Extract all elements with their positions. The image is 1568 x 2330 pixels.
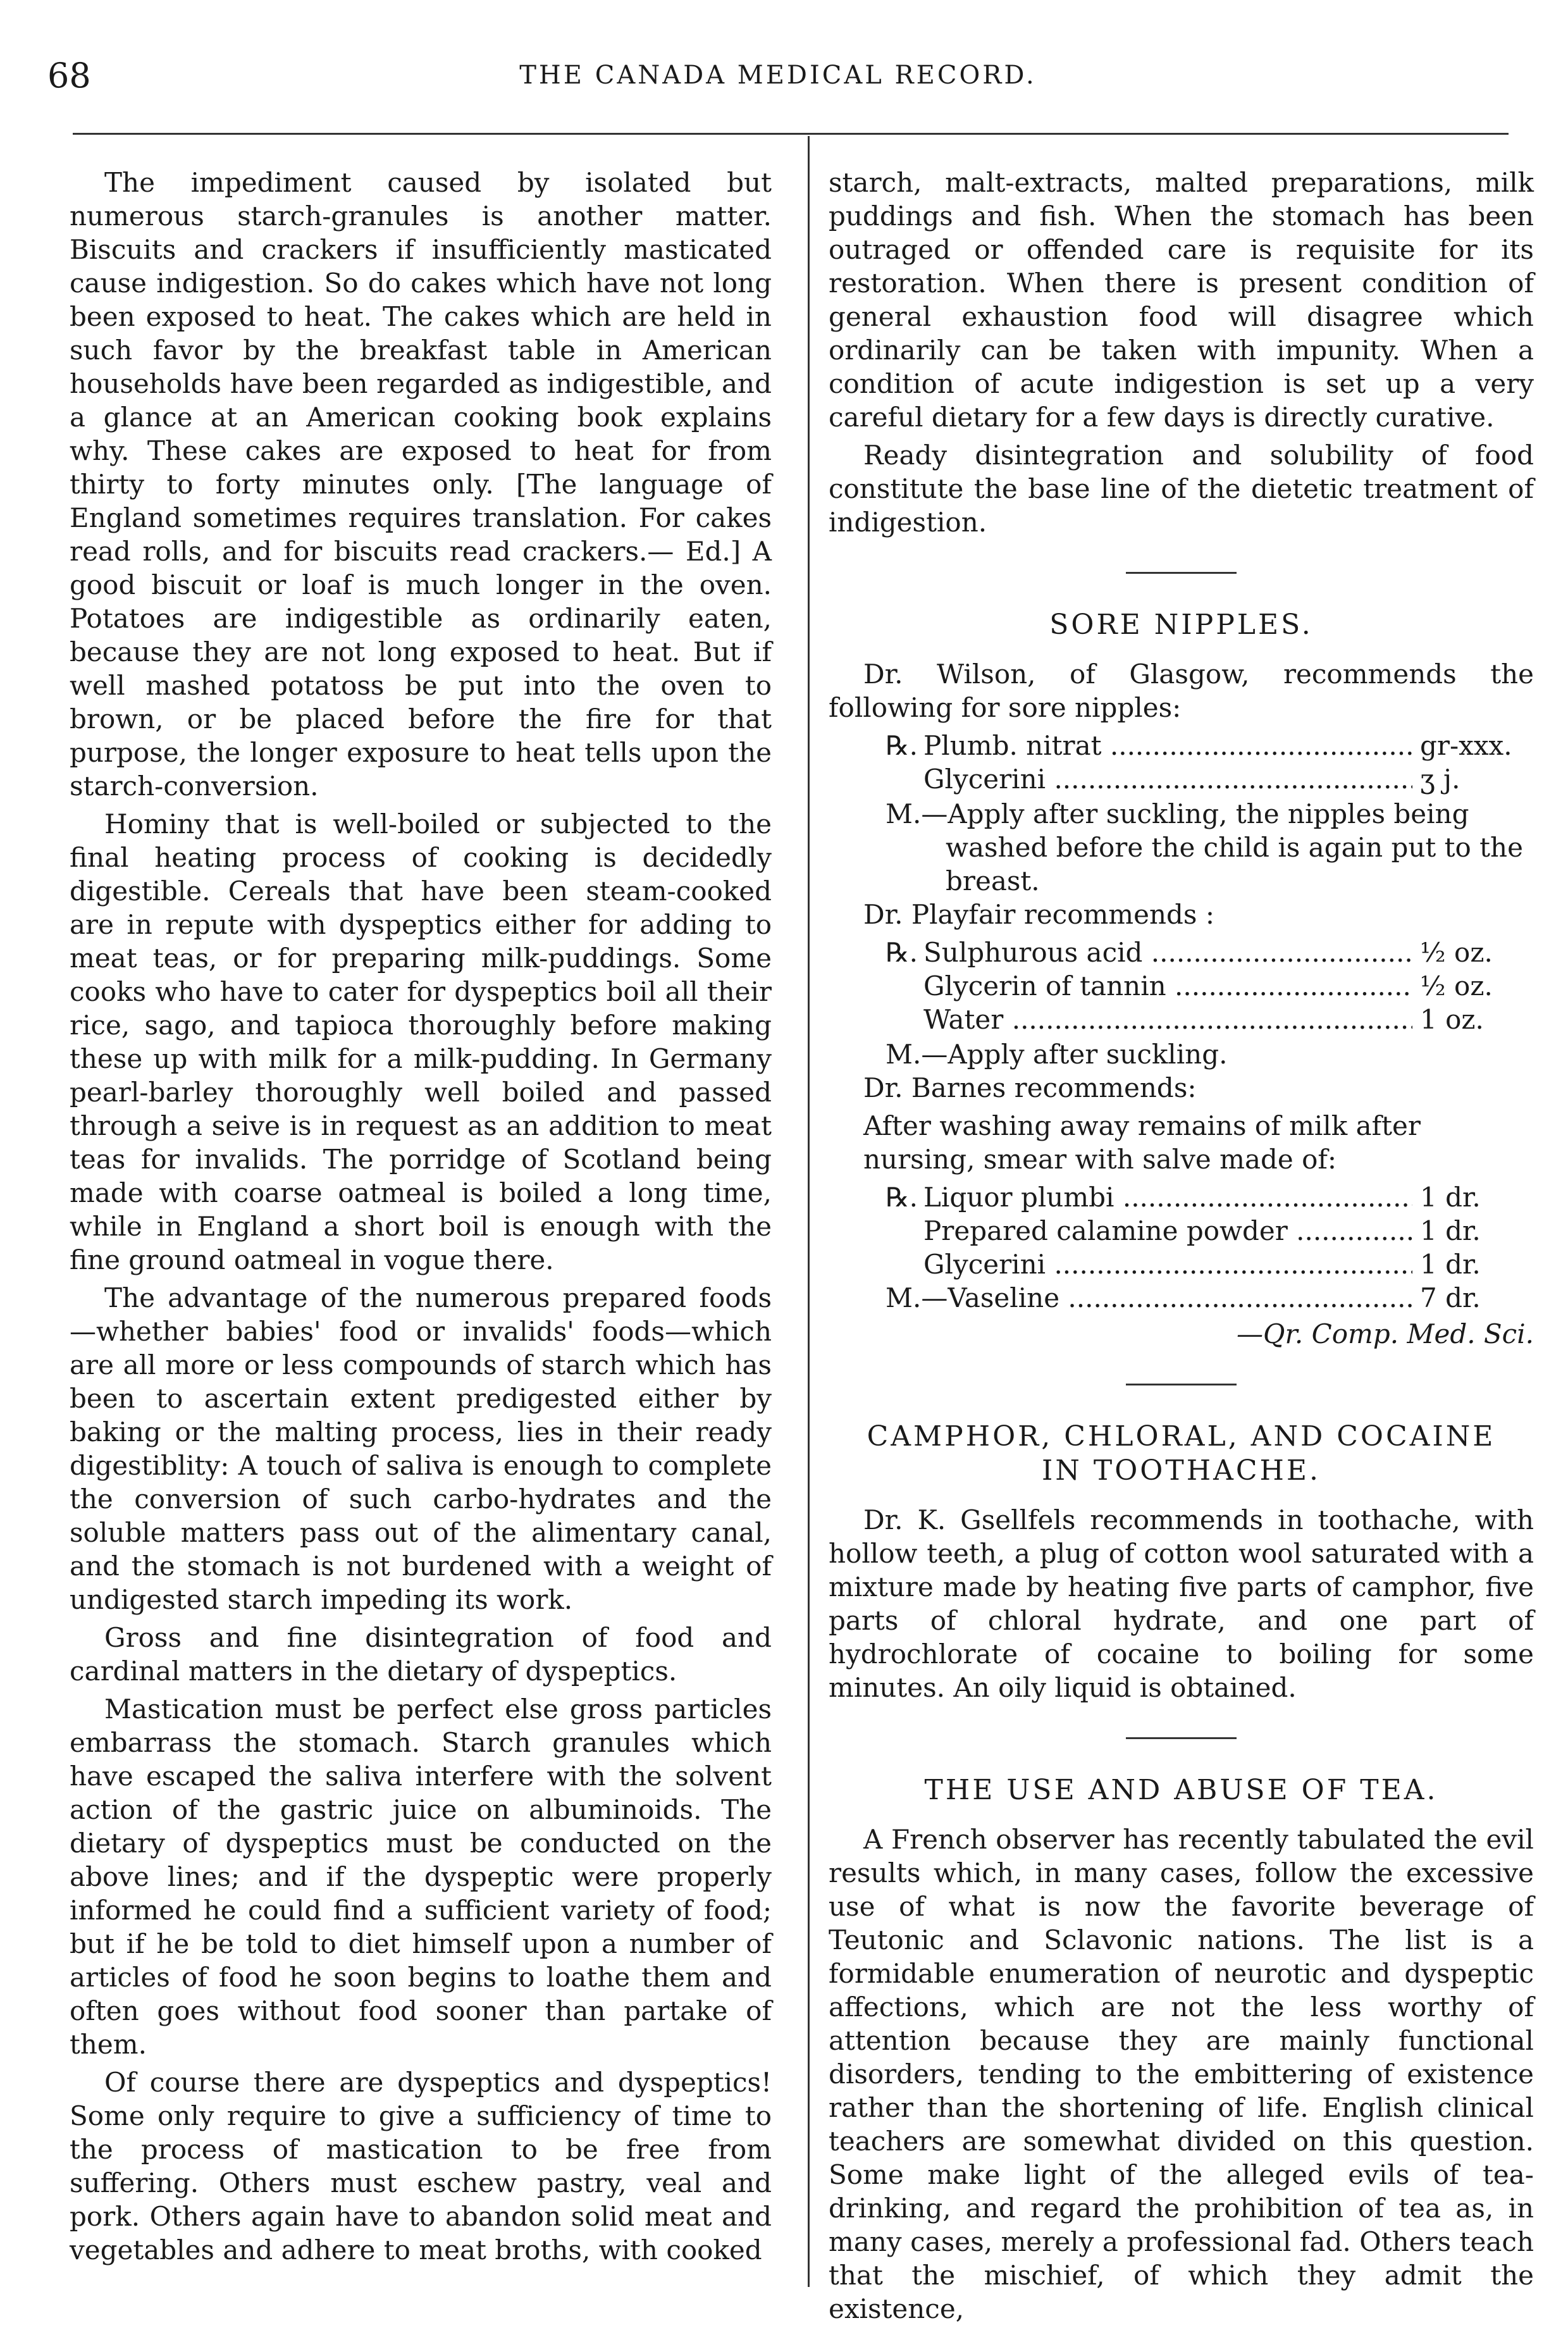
paragraph: The advantage of the numerous prepared foods —whether babies' food or invalids' foods—which are all more or less compounds of starch which has been to ascertain extent predigested either by baking or the malting process, lies in their ready digestiblity: A touch of saliva is enough to complete the conversion of such carbo-hydrates and the soluble matters pass out of the alimentary canal, and the stomach is not burdened with a weight of undigested starch impeding its work.	[70, 1282, 772, 1615]
rx-directions: M.—Apply after suckling, the nipples being washed before the child is again put to the breast.	[886, 798, 1523, 896]
section-heading-sore-nipples: SORE NIPPLES.	[1049, 609, 1313, 641]
prescription-2	[829, 936, 1534, 1036]
rx-quantity: 1 dr.	[1420, 1182, 1481, 1213]
paragraph: After washing away remains of milk after nursing, smear with salve made of:	[863, 1110, 1421, 1175]
section-heading-tea: THE USE AND ABUSE OF TEA.	[924, 1774, 1438, 1806]
paragraph: A French observer has recently tabulated the evil results which, in many cases, follow the excessive use of what is now the favorite beverage of Teutonic and Sclavonic nations. The list is a formidable enumeration of neurotic and dyspeptic affections, which are not the less worthy of attention because they are mainly functional disorders, tending to the embittering of existence rather than the shortening of life. English clinical teachers are somewhat divided on this question. Some make light of the alleged evils of tea-drinking, and regard the prohibition of tea as, in many cases, merely a professional fad. Others teach that the mischief, of which they admit the existence,	[829, 1824, 1534, 2324]
recipe-symbol: ℞.	[886, 730, 918, 761]
section-separator	[1126, 1384, 1237, 1385]
paragraph: Hominy that is well-boiled or subjected to the final heating process of cooking is decidedly digestible. Cereals that have been steam-cooked are in repute with dyspeptics either for adding to meat teas, or for preparing milk-puddings. Some cooks who have to cater for dyspeptics boil all their rice, sago, and tapioca thoroughly before making these up with milk for a milk-pudding. In Germany pearl-barley thoroughly well boiled and passed through a seive is in request as an addition to meat teas for invalids. The porridge of Scotland being made with coarse oatmeal is boiled a long time, while in England a short boil is enough with the fine ground oatmeal in vogue there.	[70, 809, 772, 1275]
recipe-symbol: ℞.	[886, 937, 918, 968]
rx-ingredient: Glycerini .....	[923, 762, 1412, 796]
rx-line	[886, 1180, 1534, 1214]
paragraph: starch, malt-extracts, malted preparations, milk puddings and fish. When the stomach has been outraged or offended care is requisite for its restoration. When there is present condition of general exhaustion food will disagree which ordinarily can be taken with impunity. When a condition of acute indigestion is set up a very careful dietary for a few days is directly curative.	[829, 167, 1534, 433]
paragraph: The impediment caused by isolated but numerous starch-granules is another matter. Biscuits and crackers if insufficiently masticated cause indigestion. So do cakes which have not long been exposed to heat. The cakes which are held in such favor by the breakfast table in American households have been regarded as indigestible, and a glance at an American cooking book explains why. These cakes are exposed to heat for from thirty to forty minutes only. [The language of England sometimes requires translation. For cakes read rolls, and for biscuits read crackers.— Ed.] A good biscuit or loaf is much longer in the oven. Potatoes are indigestible as ordinarily eaten, because they are not long exposed to heat. But if well mashed potatoss be put into the oven to brown, or be placed before the fire for that purpose, the longer exposure to heat tells upon the starch-conversion.	[70, 167, 772, 802]
section-separator	[1126, 1737, 1237, 1739]
header-rule	[73, 133, 1509, 135]
running-title: THE CANADA MEDICAL RECORD.	[519, 61, 1037, 90]
column-divider	[808, 136, 810, 2287]
paragraph: Mastication must be perfect else gross particles embarrass the stomach. Starch granules which have escaped the saliva interfere with the solvent action of the gastric juice on albuminoids. The dietary of dyspeptics must be conducted on the above lines; and if the dyspeptic were properly informed he could find a sufficient variety of food; but if he be told to diet himself upon a number of articles of food he soon begins to loathe them and often goes without food sooner than partake of them.	[70, 1694, 772, 2060]
rx-line	[886, 762, 1534, 796]
rx-ingredient: Prepared calamine powder .....	[923, 1214, 1412, 1248]
rx-ingredient: Sulphurous acid .....	[923, 936, 1412, 969]
recipe-symbol: ℞.	[886, 1182, 918, 1213]
paragraph: Dr. K. Gsellfels recommends in toothache, with hollow teeth, a plug of cotton wool saturated with a mixture made by heating five parts of camphor, five parts of chloral hydrate, and one part of hydrochlorate of cocaine to boiling for some minutes. An oily liquid is obtained.	[829, 1504, 1534, 1703]
rx-quantity: gr-xxx.	[1420, 730, 1512, 761]
left-column	[70, 166, 772, 2271]
paragraph: Dr. Wilson, of Glasgow, recommends the following for sore nipples:	[829, 659, 1534, 723]
citation: —Qr. Comp. Med. Sci.	[1237, 1318, 1534, 1349]
rx-quantity: 1 dr.	[1420, 1215, 1481, 1246]
rx-quantity: 7 dr.	[1420, 1282, 1481, 1313]
rx-quantity: ½ oz.	[1420, 970, 1493, 1001]
paragraph: Ready disintegration and solubility of food constitute the base line of the dietetic treatment of indigestion.	[829, 440, 1534, 538]
paragraph: Of course there are dyspeptics and dyspeptics! Some only require to give a sufficiency of time to the process of mastication to be free from suffering. Others must eschew pastry, veal and pork. Others again have to abandon solid meat and vegetables and adhere to meat broths, with cooked	[70, 2067, 772, 2265]
rx-line	[886, 729, 1534, 762]
page-number: 68	[47, 56, 91, 96]
rx-line	[886, 1214, 1534, 1248]
heading-line: CAMPHOR, CHLORAL, AND COCAINE	[867, 1420, 1496, 1453]
section-heading-camphor	[829, 1420, 1534, 1488]
rx-ingredient: Water .....	[923, 1003, 1412, 1036]
rx-quantity: ʒ j.	[1420, 764, 1460, 795]
rx-line	[886, 936, 1534, 969]
rx-ingredient: Plumb. nitrat .....	[923, 729, 1412, 762]
rx-ingredient: Glycerini .....	[923, 1248, 1412, 1281]
section-separator	[1126, 572, 1237, 574]
rx-quantity: 1 dr.	[1420, 1249, 1481, 1280]
heading-line: IN TOOTHACHE.	[1042, 1454, 1321, 1487]
rx-ingredient: M.—Vaseline .....	[886, 1281, 1412, 1315]
rx-ingredient: Glycerin of tannin .....	[923, 969, 1412, 1003]
rx-line	[886, 1248, 1534, 1281]
paragraph: Gross and fine disintegration of food and cardinal matters in the dietary of dyspeptics.	[70, 1622, 772, 1687]
rx-line	[886, 1281, 1534, 1315]
rx-quantity: 1 oz.	[1420, 1004, 1484, 1035]
paragraph: Dr. Barnes recommends:	[863, 1072, 1197, 1103]
rx-line	[886, 1003, 1534, 1036]
paragraph: Dr. Playfair recommends :	[863, 899, 1214, 930]
prescription-3	[829, 1180, 1534, 1315]
rx-directions: M.—Apply after suckling.	[886, 1039, 1228, 1070]
rx-line	[886, 969, 1534, 1003]
rx-quantity: ½ oz.	[1420, 937, 1493, 968]
right-column	[829, 166, 1534, 2330]
rx-ingredient: Liquor plumbi .....	[923, 1180, 1412, 1214]
prescription-1	[829, 729, 1534, 796]
page-header	[47, 56, 1509, 113]
